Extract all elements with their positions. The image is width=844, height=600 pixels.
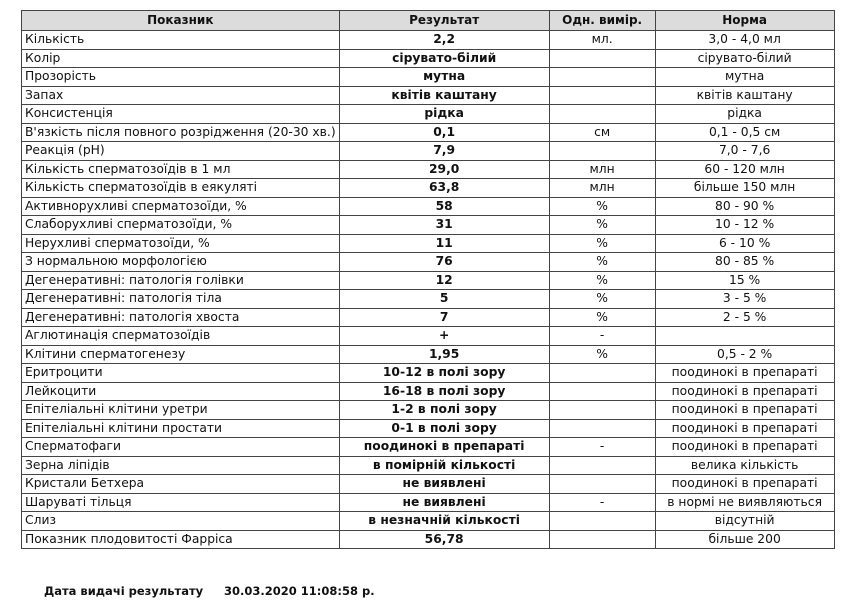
row-norm: 6 - 10 % xyxy=(655,234,834,253)
table-row xyxy=(22,530,835,549)
issue-date-value: 30.03.2020 11:08:58 р. xyxy=(224,584,375,598)
row-result: 7 xyxy=(339,308,549,327)
row-result: 0,1 xyxy=(339,123,549,142)
row-result: 7,9 xyxy=(339,142,549,161)
header-norm: Норма xyxy=(655,11,834,31)
row-unit xyxy=(549,86,655,105)
row-unit: - xyxy=(549,327,655,346)
row-result: сірувато-білий xyxy=(339,49,549,68)
row-result: 56,78 xyxy=(339,530,549,549)
row-norm: сірувато-білий xyxy=(655,49,834,68)
table-row xyxy=(22,512,835,531)
table-row xyxy=(22,438,835,457)
table-row xyxy=(22,86,835,105)
table-row xyxy=(22,234,835,253)
row-unit: мл. xyxy=(549,31,655,50)
table-row xyxy=(22,179,835,198)
table-row xyxy=(22,105,835,124)
row-result: 11 xyxy=(339,234,549,253)
row-norm: поодинокі в препараті xyxy=(655,438,834,457)
table-row xyxy=(22,475,835,494)
row-norm: поодинокі в препараті xyxy=(655,364,834,383)
row-name: Зерна ліпідів xyxy=(22,456,340,475)
row-norm: квітів каштану xyxy=(655,86,834,105)
row-name: Сперматофаги xyxy=(22,438,340,457)
row-norm: 3 - 5 % xyxy=(655,290,834,309)
row-norm: поодинокі в препараті xyxy=(655,401,834,420)
row-name: Дегенеративні: патологія голівки xyxy=(22,271,340,290)
row-name: Колір xyxy=(22,49,340,68)
header-indicator: Показник xyxy=(22,11,340,31)
row-result: не виявлені xyxy=(339,493,549,512)
row-unit xyxy=(549,419,655,438)
row-unit: % xyxy=(549,345,655,364)
row-unit xyxy=(549,382,655,401)
row-result: поодинокі в препараті xyxy=(339,438,549,457)
table-row xyxy=(22,68,835,87)
table-row xyxy=(22,290,835,309)
row-name: Консистенція xyxy=(22,105,340,124)
row-norm: велика кількість xyxy=(655,456,834,475)
row-unit xyxy=(549,142,655,161)
table-row xyxy=(22,271,835,290)
table-row xyxy=(22,419,835,438)
row-unit: % xyxy=(549,234,655,253)
row-norm: більше 200 xyxy=(655,530,834,549)
row-name: В'язкість після повного розрідження (20-30 хв.) xyxy=(22,123,340,142)
row-name: Епітеліальні клітини простати xyxy=(22,419,340,438)
row-name: Дегенеративні: патологія тіла xyxy=(22,290,340,309)
row-result: не виявлені xyxy=(339,475,549,494)
row-result: 16-18 в полі зору xyxy=(339,382,549,401)
row-name: Аглютинація сперматозоїдів xyxy=(22,327,340,346)
table-row xyxy=(22,308,835,327)
row-norm: поодинокі в препараті xyxy=(655,475,834,494)
row-name: Показник плодовитості Фарріса xyxy=(22,530,340,549)
row-name: Слиз xyxy=(22,512,340,531)
row-result: 12 xyxy=(339,271,549,290)
results-table xyxy=(21,10,835,549)
row-name: Прозорість xyxy=(22,68,340,87)
table-row xyxy=(22,327,835,346)
table-row xyxy=(22,364,835,383)
row-norm: рідка xyxy=(655,105,834,124)
row-norm xyxy=(655,327,834,346)
table-row xyxy=(22,197,835,216)
row-norm: поодинокі в препараті xyxy=(655,382,834,401)
row-name: Дегенеративні: патологія хвоста xyxy=(22,308,340,327)
row-result: 1,95 xyxy=(339,345,549,364)
row-name: Еритроцити xyxy=(22,364,340,383)
header-unit: Одн. вимір. xyxy=(549,11,655,31)
row-unit xyxy=(549,68,655,87)
table-row xyxy=(22,160,835,179)
row-result: 2,2 xyxy=(339,31,549,50)
row-name: Кристали Бетхера xyxy=(22,475,340,494)
row-unit: % xyxy=(549,253,655,272)
row-name: Активнорухливі сперматозоїди, % xyxy=(22,197,340,216)
row-unit: % xyxy=(549,197,655,216)
row-result: 10-12 в полі зору xyxy=(339,364,549,383)
table-row xyxy=(22,31,835,50)
row-result: 31 xyxy=(339,216,549,235)
row-result: 76 xyxy=(339,253,549,272)
row-norm: 80 - 85 % xyxy=(655,253,834,272)
table-row xyxy=(22,493,835,512)
row-unit xyxy=(549,530,655,549)
row-result: рідка xyxy=(339,105,549,124)
row-name: Лейкоцити xyxy=(22,382,340,401)
row-norm: 3,0 - 4,0 мл xyxy=(655,31,834,50)
row-unit: % xyxy=(549,216,655,235)
issue-date-line xyxy=(44,584,375,598)
row-norm: в нормі не виявляються xyxy=(655,493,834,512)
row-name: Епітеліальні клітини уретри xyxy=(22,401,340,420)
table-body xyxy=(22,31,835,549)
row-name: Запах xyxy=(22,86,340,105)
row-name: Шаруваті тільця xyxy=(22,493,340,512)
row-name: Слаборухливі сперматозоїди, % xyxy=(22,216,340,235)
row-unit: млн xyxy=(549,179,655,198)
row-name: Нерухливі сперматозоїди, % xyxy=(22,234,340,253)
table-row xyxy=(22,345,835,364)
row-unit: - xyxy=(549,493,655,512)
header-result: Результат xyxy=(339,11,549,31)
row-unit: % xyxy=(549,290,655,309)
row-name: Кількість сперматозоїдів в еякуляті xyxy=(22,179,340,198)
row-unit xyxy=(549,49,655,68)
row-result: в незначній кількості xyxy=(339,512,549,531)
row-result: 29,0 xyxy=(339,160,549,179)
row-unit: % xyxy=(549,308,655,327)
row-unit xyxy=(549,364,655,383)
row-norm: 7,0 - 7,6 xyxy=(655,142,834,161)
table-row xyxy=(22,382,835,401)
table-header-row xyxy=(22,11,835,31)
row-norm: 15 % xyxy=(655,271,834,290)
table-row xyxy=(22,216,835,235)
row-norm: більше 150 млн xyxy=(655,179,834,198)
row-norm: 0,5 - 2 % xyxy=(655,345,834,364)
row-name: Реакція (pH) xyxy=(22,142,340,161)
row-norm: мутна xyxy=(655,68,834,87)
row-result: 1-2 в полі зору xyxy=(339,401,549,420)
row-result: мутна xyxy=(339,68,549,87)
row-unit xyxy=(549,456,655,475)
row-unit xyxy=(549,105,655,124)
row-name: Клітини сперматогенезу xyxy=(22,345,340,364)
row-unit: - xyxy=(549,438,655,457)
table-row xyxy=(22,456,835,475)
row-result: квітів каштану xyxy=(339,86,549,105)
row-norm: 0,1 - 0,5 см xyxy=(655,123,834,142)
row-norm: 60 - 120 млн xyxy=(655,160,834,179)
row-name: Кількість сперматозоїдів в 1 мл xyxy=(22,160,340,179)
row-unit: % xyxy=(549,271,655,290)
row-result: + xyxy=(339,327,549,346)
table-row xyxy=(22,253,835,272)
table-row xyxy=(22,142,835,161)
table-row xyxy=(22,49,835,68)
row-norm: відсутній xyxy=(655,512,834,531)
row-norm: 10 - 12 % xyxy=(655,216,834,235)
row-unit xyxy=(549,512,655,531)
issue-date-label: Дата видачі результату xyxy=(44,584,204,598)
row-result: в помірній кількості xyxy=(339,456,549,475)
row-name: З нормальною морфологією xyxy=(22,253,340,272)
row-unit xyxy=(549,401,655,420)
row-result: 0-1 в полі зору xyxy=(339,419,549,438)
row-norm: 2 - 5 % xyxy=(655,308,834,327)
row-result: 63,8 xyxy=(339,179,549,198)
row-norm: поодинокі в препараті xyxy=(655,419,834,438)
row-unit xyxy=(549,475,655,494)
row-result: 5 xyxy=(339,290,549,309)
row-unit: млн xyxy=(549,160,655,179)
table-row xyxy=(22,123,835,142)
row-unit: см xyxy=(549,123,655,142)
row-norm: 80 - 90 % xyxy=(655,197,834,216)
row-name: Кількість xyxy=(22,31,340,50)
row-result: 58 xyxy=(339,197,549,216)
table-row xyxy=(22,401,835,420)
